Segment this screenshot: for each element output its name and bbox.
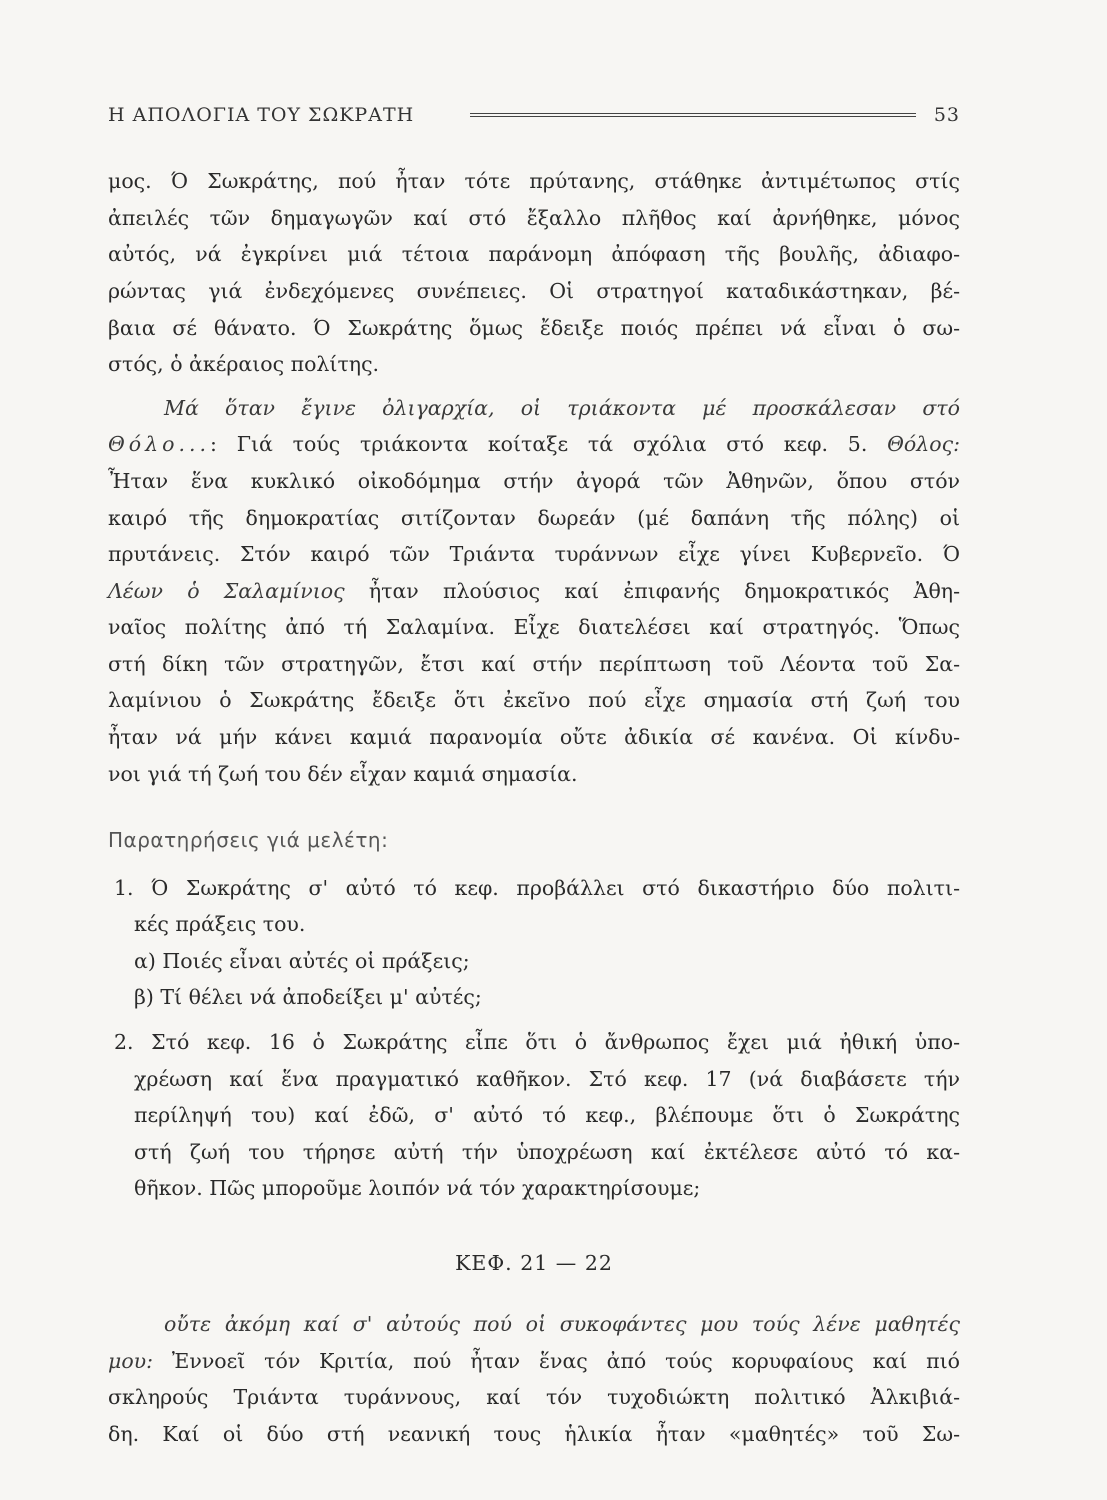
text-line: στός, ὁ ἀκέραιος πολίτης.: [108, 352, 380, 376]
text-line: νοι γιά τή ζωή του δέν εἶχαν καμιά σημασία.: [108, 762, 578, 786]
question-2: 2. Στό κεφ. 16 ὁ Σωκράτης εἶπε ὅτι ὁ ἄνθρωπος ἔχει μιά ἠθική ὑπο-: [114, 1030, 960, 1054]
text-line: καιρό τῆς δημοκρατίας σιτίζονταν δωρεάν (μέ δαπάνη τῆς πόλης) οἱ: [108, 506, 960, 530]
study-heading: Παρατηρήσεις γιά μελέτη:: [108, 828, 389, 852]
text-line: βαια σέ θάνατο. Ό Σωκράτης ὅμως ἔδειξε ποιός πρέπει νά εἶναι ὁ σω-: [108, 316, 960, 340]
page-number: 53: [933, 104, 960, 126]
text-line: δη. Καί οἱ δύο στή νεανική τους ἡλικία ἦταν «μαθητές» τοῦ Σω-: [108, 1422, 960, 1446]
text-line: Λέων ὁ Σαλαμίνιος ἦταν πλούσιος καί ἐπιφανής δημοκρατικός Ἀθη-: [108, 579, 960, 603]
text-line: αὐτός, νά ἐγκρίνει μιά τέτοια παράνομη ἀπόφαση τῆς βουλῆς, ἀδιαφο-: [108, 242, 960, 266]
text-line: στή δίκη τῶν στρατηγῶν, ἔτσι καί στήν περίπτωση τοῦ Λέοντα τοῦ Σα-: [108, 652, 960, 676]
question-1-a: α) Ποιές εἶναι αὐτές οἱ πράξεις;: [134, 949, 470, 973]
question-2-cont: περίληψή του) καί ἐδῶ, σ' αὐτό τό κεφ., βλέπουμε ὅτι ὁ Σωκράτης: [134, 1103, 960, 1127]
question-2-cont: στή ζωή του τήρησε αὐτή τήν ὑποχρέωση καί ἐκτέλεσε αὐτό τό κα-: [134, 1140, 960, 1164]
question-1-cont: κές πράξεις του.: [134, 912, 306, 936]
running-header: [108, 104, 960, 130]
text-line: ναῖος πολίτης ἀπό τή Σαλαμίνα. Εἶχε διατελέσει καί στρατηγός. Ὅπως: [108, 615, 960, 639]
lemma-line: Μά ὅταν ἔγινε ὀλιγαρχία, οἱ τριάκοντα μέ προσκάλεσαν στό: [164, 396, 960, 420]
question-1: 1. Ό Σωκράτης σ' αὐτό τό κεφ. προβάλλει στό δικαστήριο δύο πολιτι-: [114, 876, 960, 900]
text-line: λαμίνιου ὁ Σωκράτης ἔδειξε ὅτι ἐκεῖνο πού εἶχε σημασία στή ζωή του: [108, 688, 960, 712]
text-line: πρυτάνεις. Στόν καιρό τῶν Τριάντα τυράννων εἶχε γίνει Κυβερνεῖο. Ό: [108, 542, 960, 566]
book-title: Η ΑΠΟΛΟΓΙΑ ΤΟΥ ΣΩΚΡΑΤΗ: [108, 104, 415, 126]
term-tholos: Θόλος:: [887, 432, 960, 456]
lemma-line: οὔτε ἀκόμη καί σ' αὐτούς πού οἱ συκοφάντες μου τούς λένε μαθητές: [164, 1312, 960, 1336]
text-line: ἀπειλές τῶν δημαγωγῶν καί στό ἔξαλλο πλῆθος καί ἀρνήθηκε, μόνος: [108, 206, 960, 230]
text-line: μου: Ἐννοεῖ τόν Κριτία, πού ἦταν ἕνας ἀπό τούς κορυφαίους καί πιό: [108, 1349, 960, 1373]
lemma-mou: μου:: [108, 1349, 154, 1373]
header-double-rule: [470, 113, 916, 117]
text-line: ἦταν νά μήν κάνει καμιά παρανομία οὔτε ἀδικία σέ κανένα. Οἱ κίνδυ-: [108, 725, 960, 749]
question-2-cont: θῆκον. Πῶς μποροῦμε λοιπόν νά τόν χαρακτηρίσουμε;: [134, 1176, 701, 1200]
text-line: μος. Ό Σωκράτης, πού ἦταν τότε πρύτανης, στάθηκε ἀντιμέτωπος στίς: [108, 169, 960, 193]
text-line: σκληρούς Τριάντα τυράννους, καί τόν τυχοδιώκτη πολιτικό Ἀλκιβιά-: [108, 1385, 960, 1409]
chapter-heading: ΚΕΦ. 21 — 22: [455, 1251, 613, 1275]
text-line: ρώντας γιά ἐνδεχόμενες συνέπειες. Οἱ στρατηγοί καταδικάστηκαν, βέ-: [108, 279, 960, 303]
text-line: Ἦταν ἕνα κυκλικό οἰκοδόμημα στήν ἀγορά τῶν Ἀθηνῶν, ὅπου στόν: [108, 469, 960, 493]
text-line: Θόλο...: Γιά τούς τριάκοντα κοίταξε τά σχόλια στό κεφ. 5. Θόλος:: [108, 432, 960, 456]
question-1-b: β) Τί θέλει νά ἀποδείξει μ' αὐτές;: [134, 985, 482, 1009]
question-2-cont: χρέωση καί ἕνα πραγματικό καθῆκον. Στό κεφ. 17 (νά διαβάσετε τήν: [134, 1067, 960, 1091]
term-leon: Λέων ὁ Σαλαμίνιος: [108, 579, 345, 603]
lemma-tholos: Θόλο...: [108, 432, 211, 456]
